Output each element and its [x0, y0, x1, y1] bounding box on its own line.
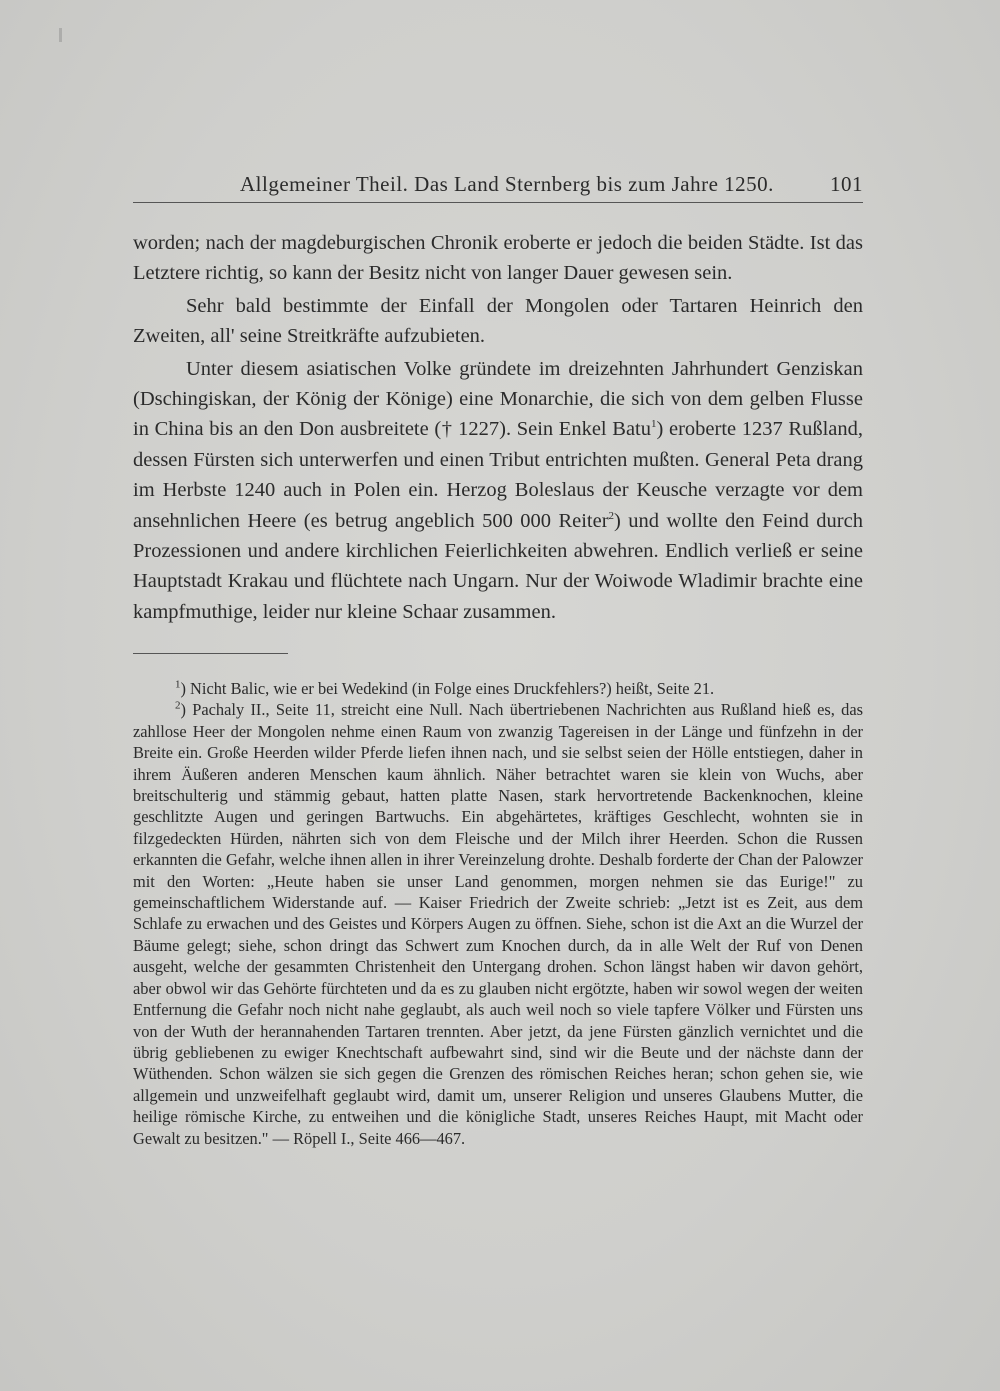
footnote-1 [133, 678, 863, 699]
footnote-ref: 1 [651, 418, 657, 431]
paragraph-mongol-invasion: Sehr bald bestimmte der Einfall der Mongolen oder Tartaren Heinrich den Zweiten, all' seine Streitkräfte aufzubieten. [133, 294, 863, 348]
footnotes [133, 678, 863, 1149]
page-header [133, 170, 863, 202]
paragraph-continuation: worden; nach der magdeburgischen Chronik eroberte er jedoch die beiden Städte. Ist das Letztere richtig, so kann der Besitz nicht von langer Dauer gewesen sein. [133, 232, 863, 285]
paragraph-text: ) und wollte den Feind durch Prozessionen und andere kirchlichen Feierlichkeiten abwehren. Endlich verließ er seine Hauptstadt Krakau und flüchtete nach Ungarn. Nur der Woiwode Wladimir brachte eine kampfmuthige, leider nur kleine Schaar zusammen. [133, 509, 863, 623]
footnote-text: ) Nicht Balic, wie er bei Wedekind (in Folge eines Druckfehlers?) heißt, Seite 21. [180, 679, 715, 698]
footnote-ref: 2 [608, 509, 615, 522]
footnote-rule [133, 653, 288, 654]
header-rule [133, 202, 863, 203]
paragraph-text: Unter diesem asiatischen Volke gründete im dreizehnten Jahrhundert Genziskan (Dschingiskan, der König der Könige) eine Monarchie, die sich von dem gelben Flusse in China bis an den Don ausbreitete († 1227). Sein Enkel Batu [133, 357, 863, 441]
paragraph-genghis-khan [133, 354, 863, 628]
running-title: Allgemeiner Theil. Das Land Sternberg bis zum Jahre 1250. [240, 172, 774, 196]
footnote-text: ) Pachaly II., Seite 11, streicht eine Null. Nach übertriebenen Nachrichten aus Rußland hieß es, das zahllose Heer der Mongolen nehme einen Raum von zwanzig Tagereisen in der Länge und fünfzehn in der Breite ein. Große Heerden wilder Pferde liefen ihnen nach, und sie selbst seien der Hölle entstiegen, daher in ihrem Äußeren anderen Menschen kaum ähnlich. Näher betrachtet waren sie klein von Wuchs, aber breitschulterig und stämmig gebaut, hatten platte Nasen, stark hervortretende Backenknochen, kleine geschlitzte Augen und geringen Bartwuchs. Ein abgehärtetes, kräftiges Geschlecht, wohnten sie in filzgedeckten Hürden, nährten sich von dem Fleische und der Milch ihrer Heerden. Schon die Russen erkannten die Gefahr, welche ihnen allen in ihrer Vereinzelung drohte. Deshalb forderte der Chan der Palowzer mit den Worten: „Heute haben sie unser Land genommen, morgen nehmen sie das Eurige!" zu gemeinschaftlichem Widerstande auf. — Kaiser Friedrich der Zweite schrieb: „Jetzt ist es Zeit, aus dem Schlafe zu erwachen und des Geistes und Körpers Augen zu öffnen. Siehe, schon ist die Axt an die Wurzel der Bäume gelegt; siehe, schon dringt das Schwert zum Knochen durch, da in alle Welt der Ruf von Denen ausgeht, welche der gesammten Christenheit den Untergang drohen. Schon längst haben wir davon gehört, aber obwol wir das Gehörte fürchteten und da es zu glauben nicht ergötzte, haben wir sowol wegen der weiten Entfernung die Gefahr noch nicht nahe geglaubt, als auch weil noch so viele tapfere Völker und Fürsten uns von der Wuth der herannahenden Tartaren trennten. Aber jetzt, da jene Fürsten gänzlich vernichtet und die übrig gebliebenen zu ewiger Knechtschaft aufbewahrt sind, sind wir die Beute und der nächste dann der Wüthenden. Schon wälzen sie sich gegen die Grenzen des römischen Reiches heran; schon gehen sie, wie allgemein und unzweifelhaft geglaubt wird, damit um, unserer Religion und unseres Glaubens Mutter, die heilige römische Kirche, zu entweihen und die königliche Stadt, unseres Reiches Haupt, mit Macht oder Gewalt zu besitzen." — Röpell I., Seite 466—467. [133, 700, 863, 1148]
footnote-mark: 1 [175, 678, 181, 691]
scan-mark [59, 28, 62, 42]
footnote-2 [133, 699, 863, 1149]
main-text [133, 228, 863, 627]
paragraph-text: ) eroberte 1237 Rußland, dessen Fürsten sich unterwerfen und einen Tribut entrichten mußten. General Peta drang im Herbste 1240 auch in Polen ein. Herzog Boleslaus der Keusche verzagte vor dem ansehnlichen Heere (es betrug angeblich 500 000 Reiter [133, 418, 863, 532]
page-number: 101 [830, 172, 863, 196]
footnote-mark: 2 [175, 699, 181, 712]
